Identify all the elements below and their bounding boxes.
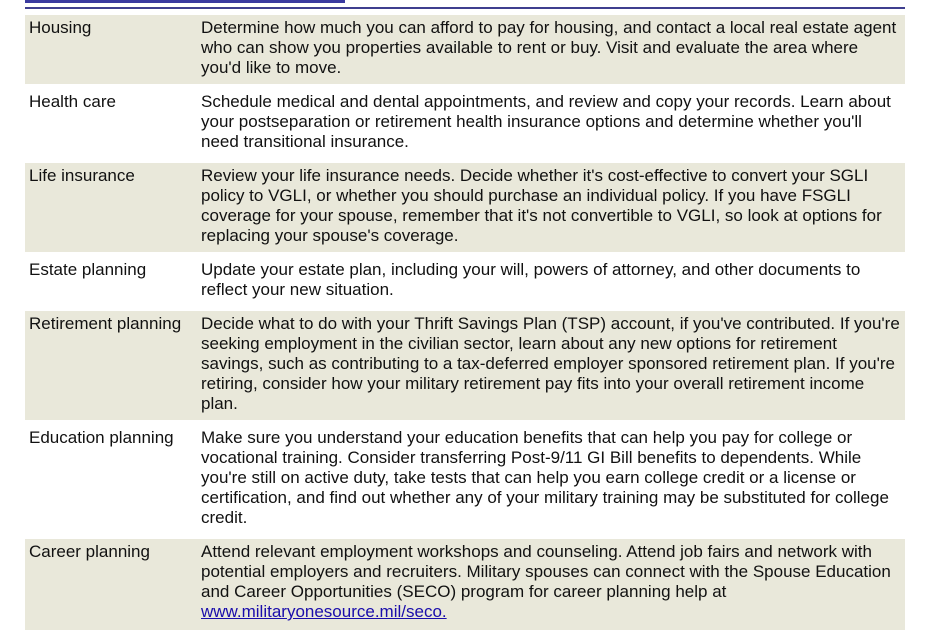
checklist-table [25,15,905,630]
row-description: Determine how much you can afford to pay for housing, and contact a local real estate agent who can show you properties available to rent or buy. Visit and evaluate the area where you'd like to move. [201,18,897,77]
row-label: Career planning [29,542,150,561]
row-label: Estate planning [29,260,147,279]
row-label: Life insurance [29,166,135,185]
row-description: Update your estate plan, including your will, powers of attorney, and other documents to reflect your new situation. [201,260,861,299]
row-description: Make sure you understand your education benefits that can help you pay for college or vocational training. Consider transferring Post-9/11 GI Bill benefits to dependents. While you're still on active duty, take tests that can help you earn college credit or a license or certification, and find out whether any of your military training may be substituted for college credit. [201,428,889,527]
table-row-career-planning [25,539,905,630]
row-description: Decide what to do with your Thrift Savings Plan (TSP) account, if you've contributed. If you're seeking employment in the civilian sector, learn about any new options for retirement savings, such as contributing to a tax-deferred employer sponsored retirement plan. If you're retiring, consider how your military retirement pay fits into your overall retirement income plan. [201,314,900,413]
row-description: Review your life insurance needs. Decide whether it's cost-effective to convert your SGLI policy to VGLI, or whether you should purchase an individual policy. If you have FSGLI coverage for your spouse, remember that it's not convertible to VGLI, so look at options for replacing your spouse's coverage. [201,166,882,245]
row-description: Schedule medical and dental appointments, and review and copy your records. Learn about your postseparation or retirement health insurance options and determine whether you'll need transitional insurance. [201,92,891,151]
row-label: Health care [29,92,116,111]
heading-underline-remnant [25,0,345,3]
table-row-housing [25,15,905,84]
table-row-education-planning [25,425,905,534]
row-label: Housing [29,18,92,37]
table-row-retirement-planning [25,311,905,420]
row-description [201,542,905,622]
seco-link[interactable]: www.militaryonesource.mil/seco. [201,602,447,621]
top-divider [25,7,905,9]
table-row-life-insurance [25,163,905,252]
row-label: Retirement planning [29,314,182,333]
career-planning-text: Attend relevant employment workshops and counseling. Attend job fairs and network with potential employers and recruiters. Military spouses can connect with the Spouse Education and Career Opportunities (SECO) program for career planning help at [201,542,891,601]
table-row-estate-planning [25,257,905,306]
row-label: Education planning [29,428,174,447]
table-row-health-care [25,89,905,158]
